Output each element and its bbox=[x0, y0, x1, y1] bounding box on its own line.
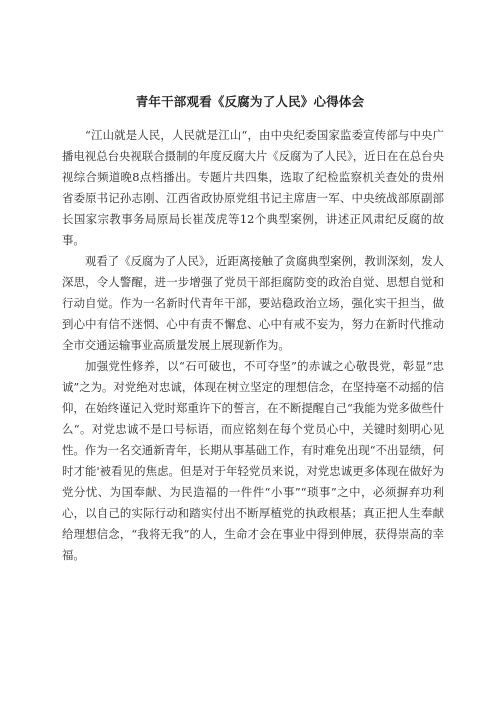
paragraph-2: 观看了《反腐为了人民》，近距离接触了贪腐典型案例，教训深刻，发人深思，令人警醒，进一步增强了党员干部拒腐防变的政治自觉、思想自觉和行动自觉。作为一名新时代青年干部，要站稳政治立场，强化实干担当，做到心中有信不迷惘、心中有责不懈怠、心中有戒不妄为，努力在新时代推动全市交通运输事业高质量发展上展现新作为。 bbox=[62, 254, 444, 352]
paragraph-1: “江山就是人民，人民就是江山“，由中央纪委国家监委宣传部与中央广播电视总台央视联合摄制的年度反腐大片《反腐为了人民》，近日在在总台央视综合频道晚8点档播出。专题片共四集，选取了纪检监察机关查处的贵州省委原书记孙志刚、江西省政协原党组书记主席唐一军、中央统战部原副部长国家宗教事务局原局长崔茂虎等12个典型案例，讲述正风肃纪反腐的故事。 bbox=[62, 128, 444, 247]
paragraph-3: 加强党性修养，以“石可破也，不可夺坚”的赤诚之心敬畏党，彰显“忠诚”之为。对党绝对忠诚，体现在树立坚定的理想信念，在坚持毫不动摇的信仰，在始终谨记入党时郑重许下的誓言，在不断提醒自己“我能为党多做些什么“。对党忠诚不是口号标语，而应铭刻在每个党员心中，关键时刻明心见性。作为一名交通新青年，长期从事基础工作，有时难免出现“不出显绩，何时才能'被看见的焦虑。但是对于年轻党员来说，对党忠诚更多体现在做好为党分忧、为国奉献、为民造福的一件件“小事”“琐事”之中，必须摒弃功利心，以自己的实际行动和踏实付出不断厚植党的执政根基；真正把人生奉献给理想信念，“我将无我”的人，生命才会在事业中得到伸展，获得崇高的幸福。 bbox=[62, 359, 444, 562]
document-body bbox=[62, 125, 444, 566]
document-title: 青年干部观看《反腐为了人民》心得体会 bbox=[135, 94, 365, 109]
